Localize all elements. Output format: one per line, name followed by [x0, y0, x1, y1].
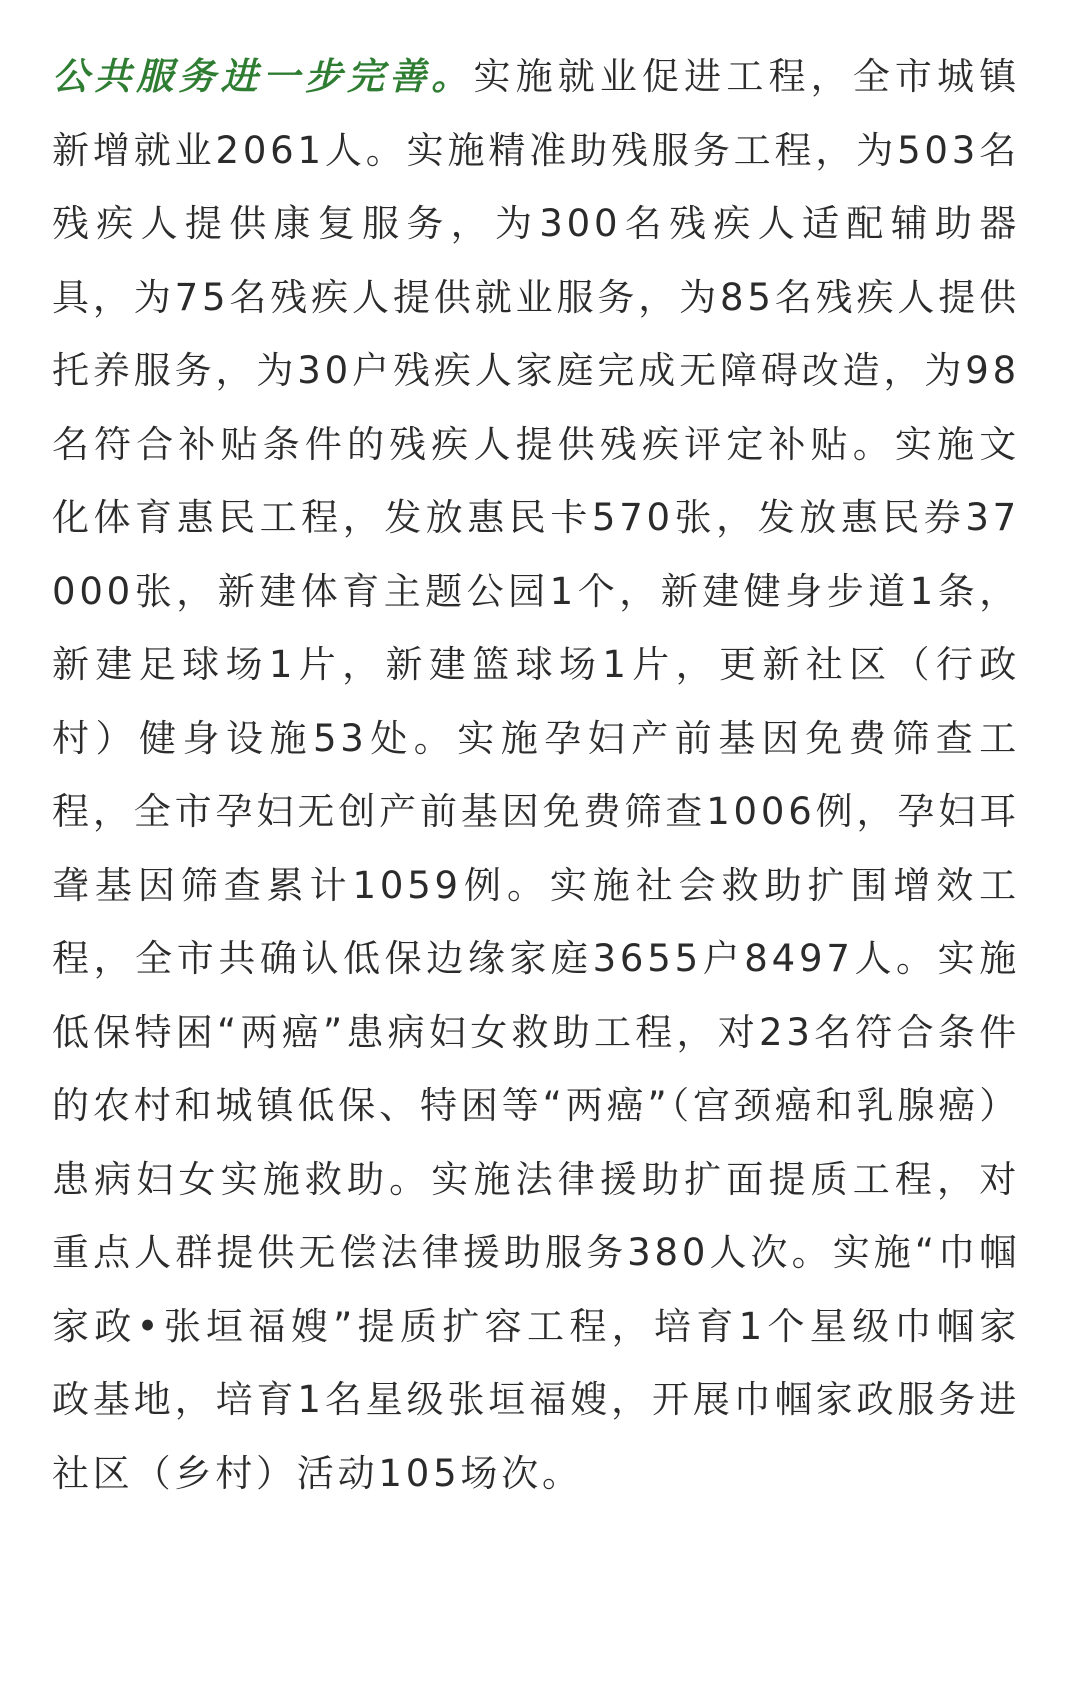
- paragraph-body: 实施就业促进工程，全市城镇新增就业2061人。实施精准助残服务工程，为503名残疾人提供康复服务，为300名残疾人适配辅助器具，为75名残疾人提供就业服务，为85名残疾人提供托养服务，为30户残疾人家庭完成无障碍改造，为98名符合补贴条件的残疾人提供残疾评定补贴。实施文化体育惠民工程，发放惠民卡570张，发放惠民券37000张，新建体育主题公园1个，新建健身步道1条，新建足球场1片，新建篮球场1片，更新社区（行政村）健身设施53处。实施孕妇产前基因免费筛查工程，全市孕妇无创产前基因免费筛查1006例，孕妇耳聋基因筛查累计1059例。实施社会救助扩围增效工程，全市共确认低保边缘家庭3655户8497人。实施低保特困“两癌”患病妇女救助工程，对23名符合条件的农村和城镇低保、特困等“两癌”（宫颈癌和乳腺癌）患病妇女实施救助。实施法律援助扩面提质工程，对重点人群提供无偿法律援助服务380人次。实施“巾帼家政•张垣福嫂”提质扩容工程，培育1个星级巾帼家政基地，培育1名星级张垣福嫂，开展巾帼家政服务进社区（乡村）活动105场次。: [52, 55, 1020, 1495]
- section-heading: 公共服务进一步完善。: [52, 55, 474, 98]
- article-paragraph: [52, 40, 1020, 1510]
